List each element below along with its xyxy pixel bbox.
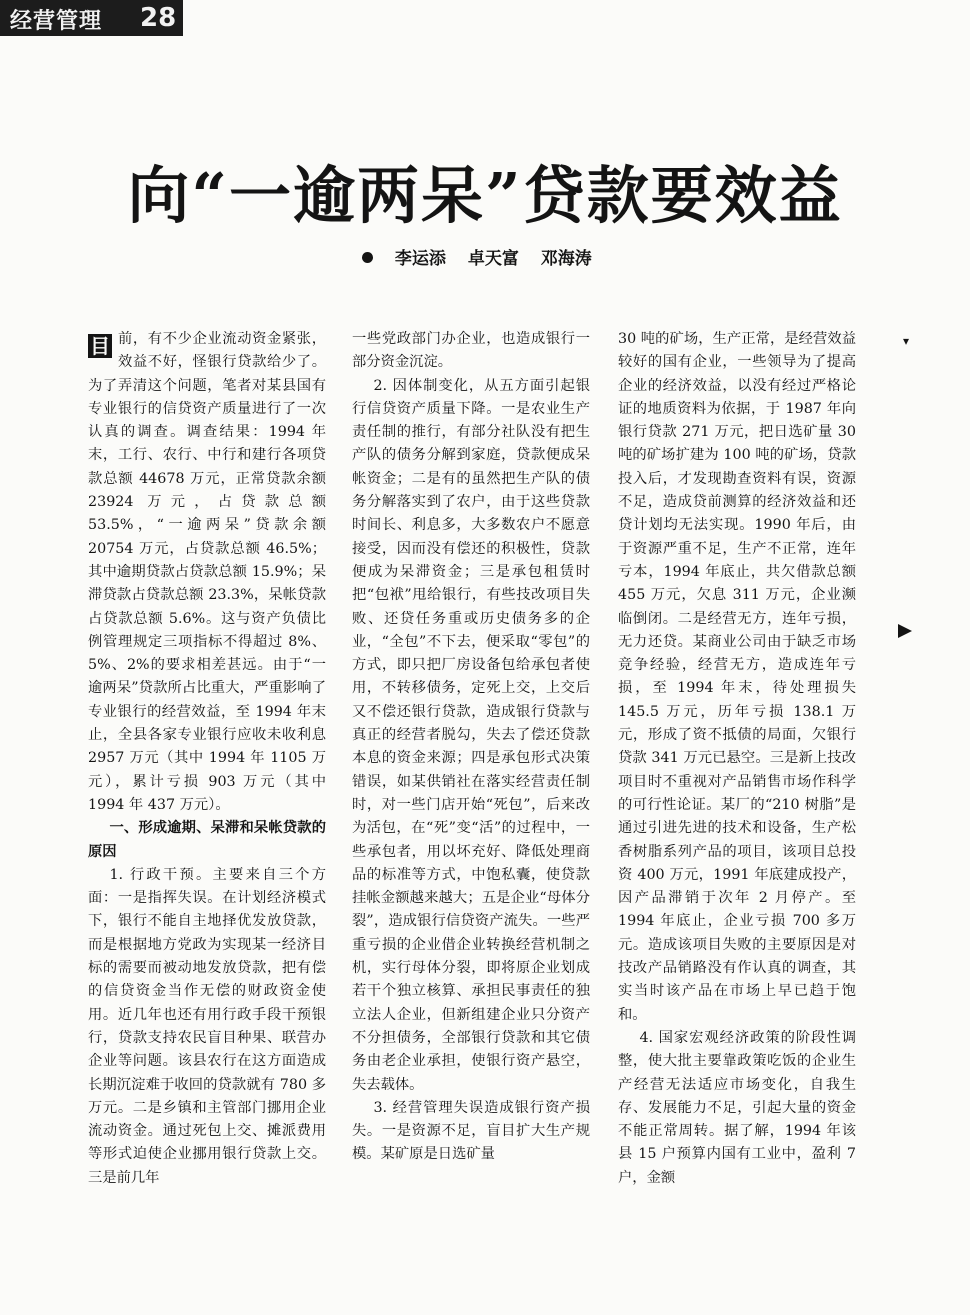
page-number: 28 — [140, 3, 177, 33]
article-paragraph: 30 吨的矿场，生产正常，是经营效益较好的国有企业，一些领导为了提高企业的经济效益，以没有经过严格论证的地质资料为依据，于 1987 年向银行贷款 271 万元，把日选矿量 30 吨的矿场扩建为 100 吨的矿场，贷款投入后，才发现勘查资料有误，资源不足，造成贷前测算的经济效益和还贷计划均无法实现。1990 年后，由于资源严重不足，生产不正常，连年亏本，1994 年底止，共欠借款总额 455 万元，欠息 311 万元，企业濒临倒闭。二是经营无方，连年亏损，无力还贷。某商业公司由于缺乏市场竞争经验，经营无方，造成连年亏损，至 1994 年末，待处理损失 145.5 万元，历年亏损 138.1 万元，形成了资不抵债的局面，欠银行贷款 341 万元已悬空。三是新上技改项目时不重视对产品销售市场作科学的可行性论证。某厂的“210 树脂”是通过引进先进的技术和设备，生产松香树脂系列产品的项目，该项目总投资 400 万元，1991 年底建成投产，因产品滞销于次年 2 月停产。至 1994 年底止，企业亏损 700 多万元。造成该项目失败的主要原因是对技改产品销路没有作认真的调查，其实当时该产品在市场上早已趋于饱和。 — [618, 331, 856, 1023]
author-name: 卓天富 — [467, 249, 519, 269]
article-column-1 — [88, 328, 326, 1190]
article-title: 向“一逾两呆”贷款要效益 — [127, 159, 843, 232]
article-paragraph: 4. 国家宏观经济政策的阶段性调整，使大批主要靠政策吃饭的企业生产经营无法适应市场变化，自我生存、发展能力不足，引起大量的资金不能正常周转。据了解，1994 年该县 15 户预算内国有工业中，盈利 7 户，金额 — [618, 1029, 856, 1186]
bullet-icon — [362, 252, 373, 263]
author-name: 邓海涛 — [540, 249, 592, 269]
article-column-3 — [618, 328, 856, 1190]
section-header-bar — [0, 0, 183, 36]
article-column-2 — [352, 328, 590, 1167]
paragraph-text: 前，有不少企业流动资金紧张，效益不好，怪银行贷款给少了。为了弄清这个问题，笔者对某县国有专业银行的信贷资产质量进行了一次认真的调查。调查结果：1994 年末，工行、农行、中行和建行各项贷款总额 44678 万元，正常贷款余额 23924 万元，占贷款总额 53.5%，“一逾两呆”贷款余额 20754 万元，占贷款总额 46.5%；其中逾期贷款占贷款总额 15.9%；呆滞贷款占贷款总额 23.3%，呆帐贷款占贷款总额 5.6%。这与资产负债比例管理规定三项指标不得超过 8%、5%、2%的要求相差甚远。由于“一逾两呆”贷款所占比重大，严重影响了专业银行的经营效益，至 1994 年末止，全县各家专业银行应收未收利息 2957 万元（其中 1994 年 1105 万元），累计亏损 903 万元（其中 1994 年 437 万元）。 — [88, 331, 326, 813]
article-paragraph — [88, 328, 326, 817]
section-subheading: 一、形成逾期、呆滞和呆帐贷款的原因 — [88, 820, 326, 860]
article-paragraph: 1. 行政干预。主要来自三个方面：一是指挥失误。在计划经济模式下，银行不能自主地择优发放贷款，而是根据地方党政为实现某一经济目标的需要而被动地发放贷款，把有偿的信贷资金当作无偿的财政资金使用。近几年也还有用行政手段干预银行，贷款支持农民盲目种果、联营办企业等问题。该县农行在这方面造成长期沉淀难于收回的贷款就有 780 多万元。二是乡镇和主管部门挪用企业流动资金。通过死包上交、摊派费用等形式迫使企业挪用银行贷款上交。三是前几年 — [88, 866, 326, 1186]
article-paragraph: 2. 因体制变化，从五方面引起银行信贷资产质量下降。一是农业生产责任制的推行，有部分社队没有把生产队的债务分解到家庭，贷款便成呆帐资金；二是有的虽然把生产队的债务分解落实到了农户，由于这些贷款时间长、利息多，大多数农户不愿意接受，因而没有偿还的积极性，贷款便成为呆滞资金；三是承包租赁时把“包袱”甩给银行，有些技改项目失败、还贷任务重或历史债务多的企业，“全包”不下去，便采取“零包”的方式，即只把厂房设备包给承包者使用，不转移债务，定死上交，上交后又不偿还银行贷款，造成银行贷款与真正的经营者脱勾，失去了偿还贷款本息的资金来源；四是承包形式决策错误，如某供销社在落实经营责任制时，对一些门店开始“死包”，后来改为活包，在“死”变“活”的过程中，一些承包者，用以坏充好、降低处理商品的标准等方式，中饱私囊，使贷款挂帐金额越来越大；五是企业“母体分裂”，造成银行信贷资产流失。一些严重亏损的企业借企业转换经营机制之机，实行母体分裂，即将原企业划成若干个独立核算、承担民事责任的独立法人企业，但新组建企业只分资产不分担债务，全部银行贷款和其它债务由老企业承担，使银行资产悬空，失去载体。 — [352, 377, 590, 1093]
margin-arrow-icon — [898, 624, 912, 638]
byline — [362, 244, 608, 269]
article-paragraph: 一些党政部门办企业，也造成银行一部分资金沉淀。 — [352, 331, 590, 371]
article-paragraph: 3. 经营管理失误造成银行资产损失。一是资源不足，盲目扩大生产规模。某矿原是日选矿量 — [352, 1099, 590, 1163]
drop-cap: 目 — [90, 334, 110, 358]
section-name: 经营管理 — [10, 9, 103, 34]
margin-mark-icon: ▾ — [903, 334, 910, 348]
author-name: 李运添 — [394, 249, 446, 269]
